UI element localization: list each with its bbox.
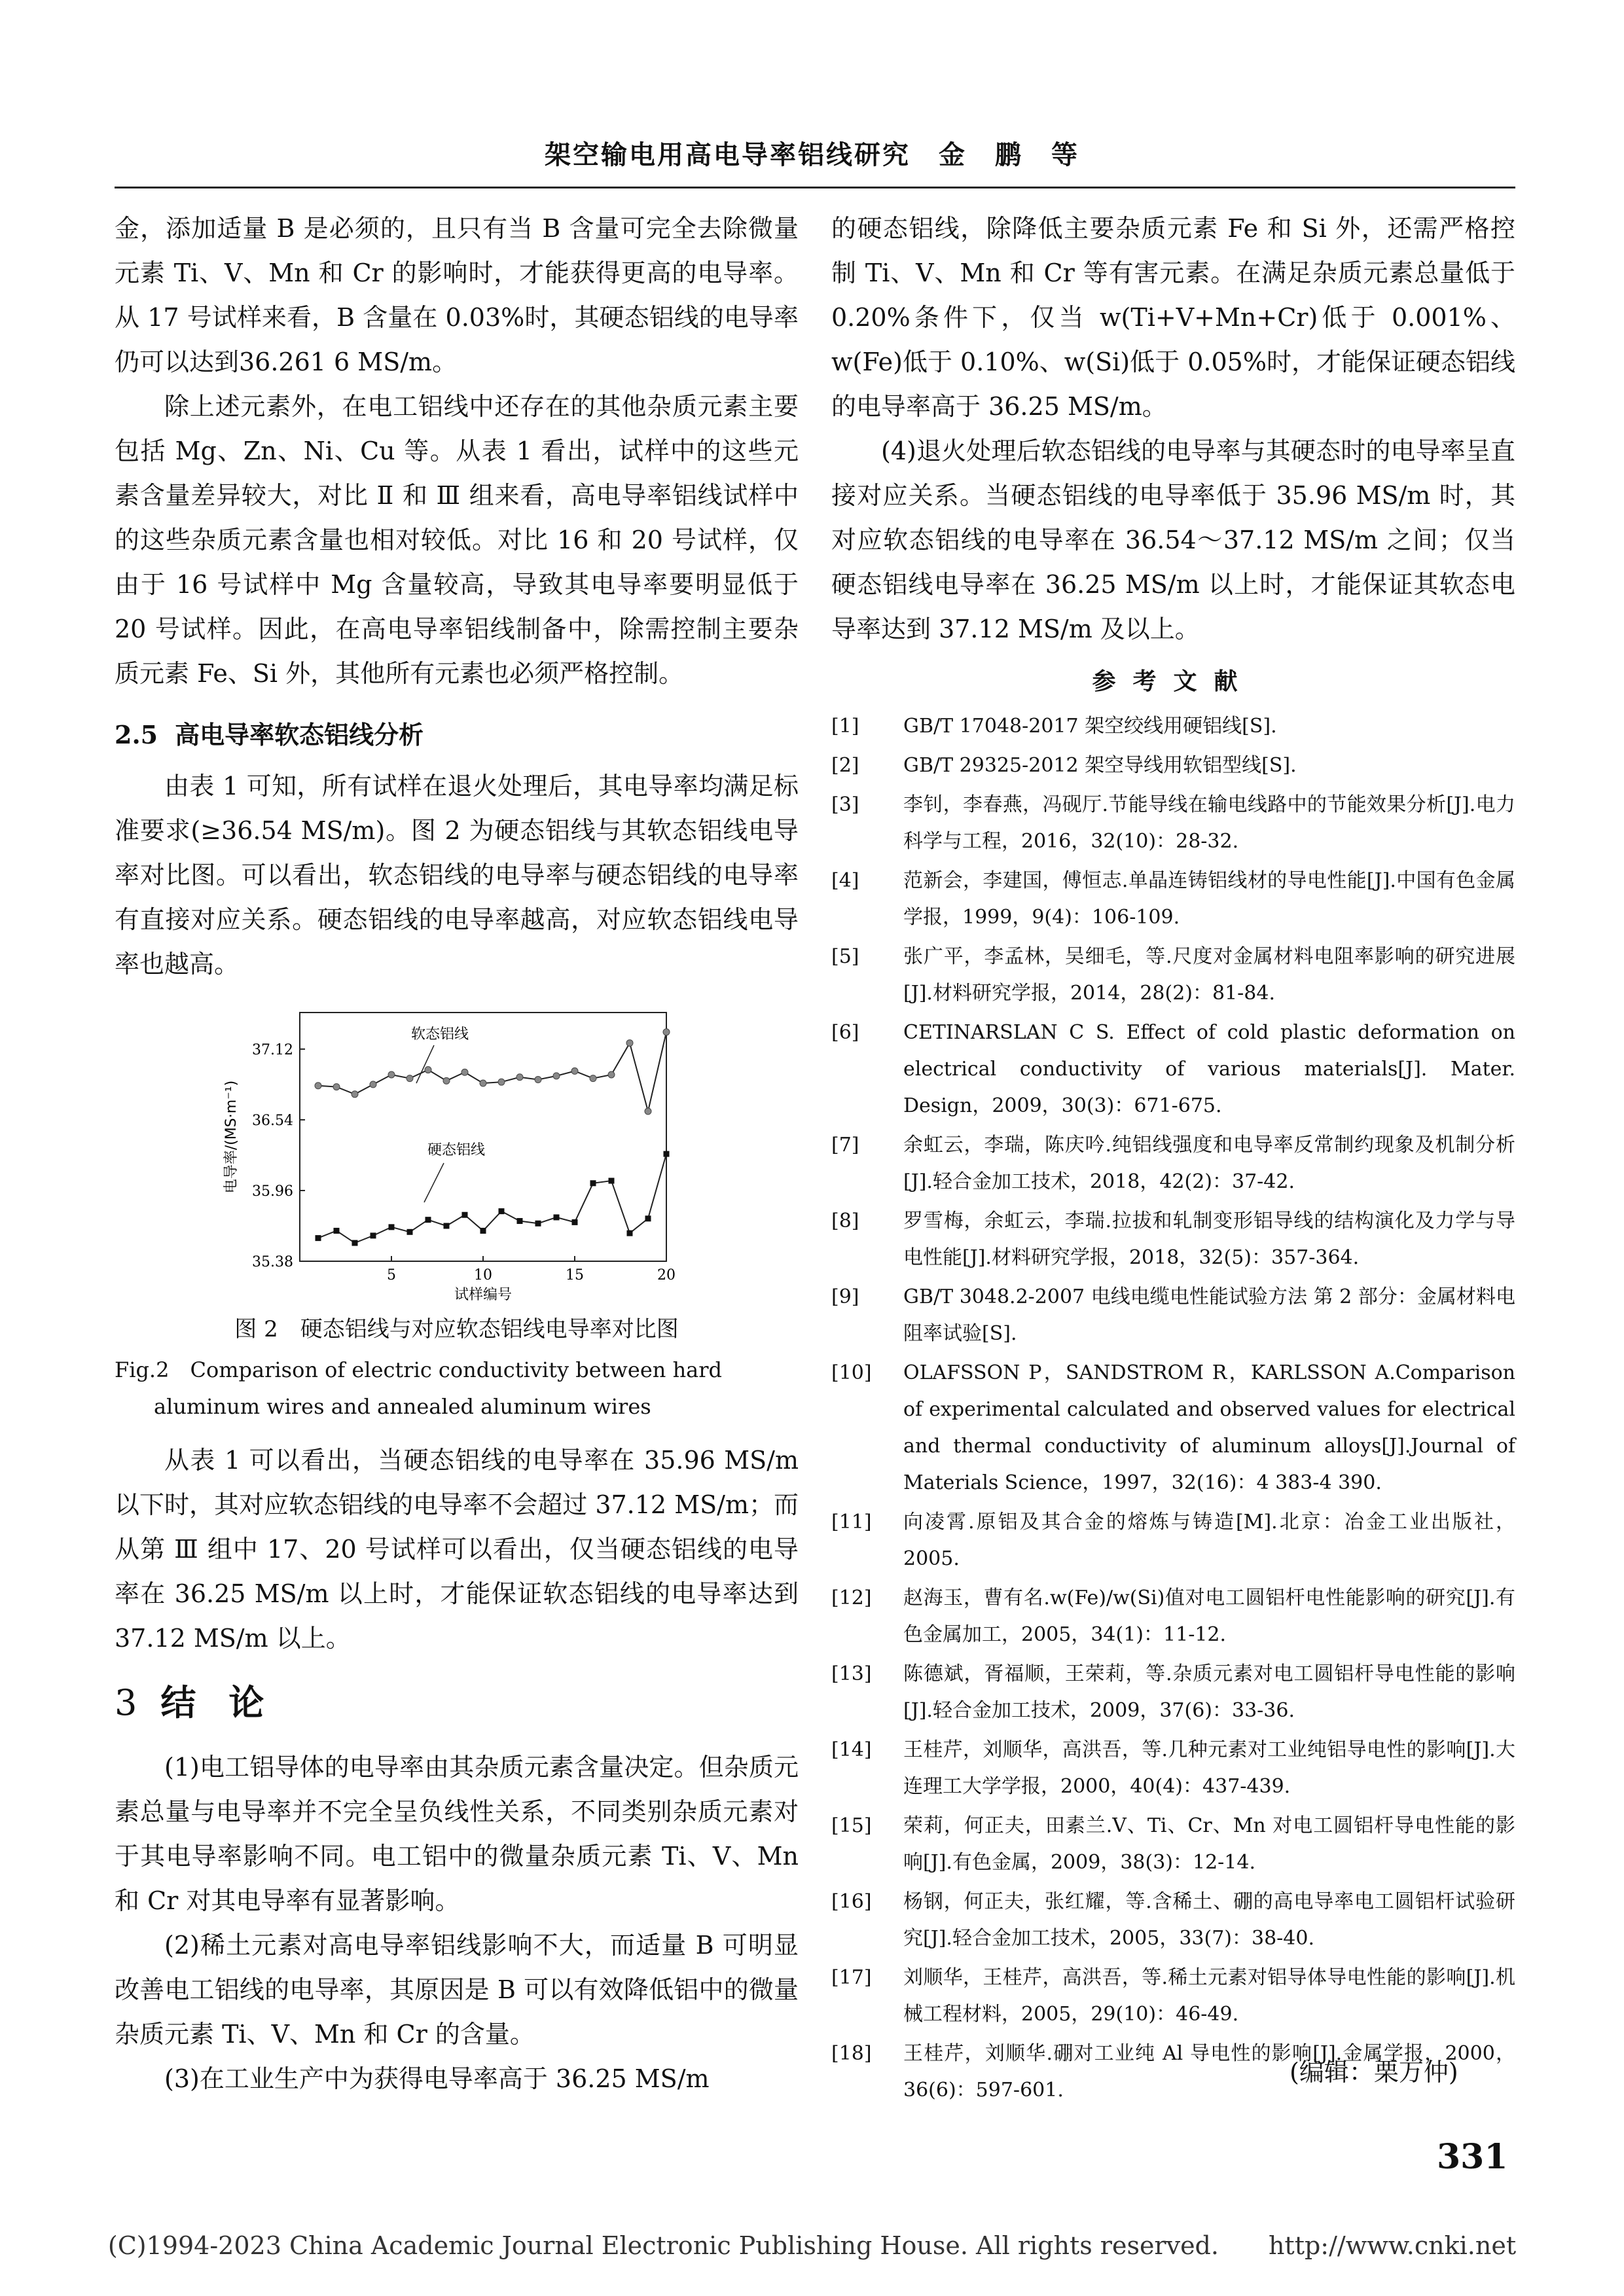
left-column: [115, 206, 799, 2101]
data-point-soft: [480, 1080, 486, 1086]
reference-item: [831, 1808, 1515, 1881]
conclusion-3-continued: 的硬态铝线，除降低主要杂质元素 Fe 和 Si 外，还需严格控制 Ti、V、Mn 和 Cr 等有害元素。在满足杂质元素总量低于 0.20%条件下，仅当 w(Ti+V+Mn+Cr)低于 0.001%、w(Fe)低于 0.10%、w(Si)低于 0.05%时，才能保证硬态铝线的电导率高于 36.25 MS/m。: [831, 214, 1515, 421]
reference-text: 罗雪梅，余虹云，李瑞.拉拔和轧制变形铝导线的结构演化及力学与导电性能[J].材料研究学报，2018，32(5)：357-364.: [903, 1210, 1515, 1269]
data-point-hard: [370, 1232, 376, 1238]
data-point-hard: [425, 1217, 431, 1223]
section-heading: [115, 715, 799, 755]
data-point-soft: [388, 1071, 395, 1078]
x-tick-label: 20: [657, 1267, 676, 1283]
data-point-soft: [626, 1040, 633, 1047]
reference-index: [14]: [831, 1738, 872, 1761]
reference-index: [3]: [831, 793, 859, 816]
series-label-hard-leader: [424, 1163, 444, 1202]
reference-index: [9]: [831, 1285, 859, 1308]
reference-index: [18]: [831, 2042, 872, 2065]
reference-item: [831, 1014, 1515, 1124]
chapter-number: 3: [115, 1682, 137, 1723]
data-point-soft: [370, 1081, 376, 1088]
data-point-hard: [388, 1224, 394, 1230]
paragraph: 从表 1 可以看出，当硬态铝线的电导率在 35.96 MS/m 以下时，其对应软态铝线的电导率不会超过 37.12 MS/m；而从第 Ⅲ 组中 17、20 号试样可以看出，仅当硬态铝线的电导率在 36.25 MS/m 以上时，才能保证软态铝线的电导率达到 37.12 MS/m 以上。: [115, 1446, 799, 1653]
data-point-soft: [608, 1071, 615, 1078]
reference-item: [831, 1960, 1515, 2033]
paragraph: 除上述元素外，在电工铝线中还存在的其他杂质元素主要包括 Mg、Zn、Ni、Cu 等。从表 1 看出，试样中的这些元素含量差异较大，对比 Ⅱ 和 Ⅲ 组来看，高电导率铝线试样中的这些杂质元素含量也相对较低。对比 16 和 20 号试样，仅由于 16 号试样中 Mg 含量较高，导致其电导率要明显低于 20 号试样。因此，在高电导率铝线制备中，除需控制主要杂质元素 Fe、Si 外，其他所有元素也必须严格控制。: [115, 392, 799, 688]
plot-frame: [300, 1013, 666, 1261]
reference-item: [831, 747, 1515, 784]
data-point-hard: [498, 1208, 504, 1214]
reference-index: [6]: [831, 1021, 859, 1044]
running-header: 架空输电用高电导率铝线研究 金 鹏 等: [545, 139, 1079, 170]
data-point-soft: [645, 1108, 651, 1115]
reference-text: 向凌霄.原铝及其合金的熔炼与铸造[M].北京：冶金工业出版社，2005.: [903, 1511, 1515, 1570]
data-point-soft: [553, 1073, 560, 1079]
data-point-soft: [498, 1079, 505, 1085]
data-point-hard: [443, 1223, 449, 1229]
reference-item: [831, 1504, 1515, 1577]
data-point-hard: [608, 1178, 614, 1184]
conclusion-3: (3)在工业生产中为获得电导率高于 36.25 MS/m: [164, 2064, 710, 2093]
right-column: [831, 206, 1515, 2111]
data-point-hard: [553, 1214, 559, 1220]
figure-caption-en: Fig.2 Comparison of electric conductivity between hard aluminum wires and annealed aluminum wires: [115, 1357, 723, 1419]
reference-item: [831, 1884, 1515, 1957]
reference-index: [16]: [831, 1890, 872, 1913]
reference-index: [8]: [831, 1210, 859, 1232]
reference-index: [5]: [831, 945, 859, 968]
data-point-soft: [406, 1075, 413, 1082]
reference-index: [13]: [831, 1662, 872, 1685]
figure-caption-cn: 图 2 硬态铝线与对应软态铝线电导率对比图: [234, 1316, 679, 1342]
data-point-soft: [425, 1067, 431, 1073]
page-number: 331: [1437, 2137, 1508, 2177]
data-point-soft: [663, 1029, 670, 1035]
reference-text: 赵海玉，曹有名.w(Fe)/w(Si)值对电工圆铝杆电性能影响的研究[J].有色金属加工，2005，34(1)：11-12.: [903, 1587, 1515, 1646]
conclusion-4: (4)退火处理后软态铝线的电导率与其硬态时的电导率呈直接对应关系。当硬态铝线的电导率低于 35.96 MS/m 时，其对应软态铝线的电导率在 36.54～37.12 MS/m 之间；仅当硬态铝线电导率在 36.25 MS/m 以上时，才能保证其软态电导率达到 37.12 MS/m 及以上。: [831, 437, 1515, 643]
data-point-soft: [590, 1075, 596, 1082]
series-label-soft-leader: [416, 1045, 434, 1083]
data-point-hard: [535, 1221, 541, 1227]
reference-text: 王桂芹，刘顺华.硼对工业纯 Al 导电性的影响[J].金属学报，2000，36(6)：597-601.: [903, 2042, 1515, 2102]
data-point-hard: [663, 1151, 669, 1157]
reference-text: GB/T 17048-2017 架空绞线用硬铝线[S].: [903, 715, 1277, 738]
reference-index: [2]: [831, 754, 859, 777]
reference-item: [831, 1580, 1515, 1653]
reference-text: OLAFSSON P，SANDSTROM R，KARLSSON A.Comparison of experimental calculated and observed values for electrical and thermal conductivity of aluminum alloys[J].Journal of Materials Science，1997，32(16)：4 383-4 390.: [903, 1361, 1515, 1494]
x-tick-label: 10: [473, 1267, 492, 1283]
series-line-1: [318, 1154, 666, 1243]
reference-item: [831, 1355, 1515, 1501]
x-axis-label: 试样编号: [454, 1287, 512, 1303]
data-point-soft: [315, 1083, 321, 1089]
reference-item: [831, 1203, 1515, 1276]
chapter-title: 结论: [160, 1681, 297, 1723]
reference-text: 荣莉，何正夫，田素兰.V、Ti、Cr、Mn 对电工圆铝杆导电性能的影响[J].有色金属，2009，38(3)：12-14.: [903, 1814, 1515, 1874]
data-point-hard: [571, 1219, 577, 1225]
section-title: 高电导率软态铝线分析: [175, 720, 424, 749]
data-point-hard: [333, 1228, 339, 1234]
conclusion-1: (1)电工铝导体的电导率由其杂质元素含量决定。但杂质元素总量与电导率并不完全呈负线性关系，不同类别杂质元素对于其电导率影响不同。电工铝中的微量杂质元素 Ti、V、Mn 和 Cr 对其电导率有显著影响。: [115, 1753, 799, 1915]
y-tick-label: 37.12: [251, 1041, 293, 1058]
reference-text: 张广平，李孟林，吴细毛，等.尺度对金属材料电阻率影响的研究进展[J].材料研究学报，2014，28(2)：81-84.: [903, 945, 1515, 1005]
data-point-soft: [461, 1069, 468, 1075]
chapter-heading: [115, 1676, 799, 1729]
data-point-hard: [590, 1180, 596, 1186]
x-tick-label: 5: [386, 1267, 396, 1283]
data-point-hard: [406, 1229, 412, 1235]
data-point-hard: [461, 1212, 467, 1218]
reference-text: CETINARSLAN C S. Effect of cold plastic deformation on electrical conductivity of various materials[J]. Mater. Design，2009，30(3)：671-675.: [903, 1021, 1515, 1117]
series-label-hard: 硬态铝线: [427, 1142, 485, 1158]
y-tick-label: 35.38: [251, 1254, 293, 1270]
reference-text: 范新会，李建国，傅恒志.单晶连铸铝线材的导电性能[J].中国有色金属学报，1999，9(4)：106-109.: [903, 869, 1515, 929]
reference-text: 刘顺华，王桂芹，高洪吾，等.稀土元素对铝导体导电性能的影响[J].机械工程材料，2005，29(10)：46-49.: [903, 1966, 1515, 2026]
data-point-hard: [480, 1228, 486, 1234]
reference-text: GB/T 29325-2012 架空导线用软铝型线[S].: [903, 754, 1297, 777]
reference-item: [831, 1656, 1515, 1729]
reference-item: [831, 1127, 1515, 1200]
paragraph: 由表 1 可知，所有试样在退火处理后，其电导率均满足标准要求(≥36.54 MS/m)。图 2 为硬态铝线与其软态铝线电导率对比图。可以看出，软态铝线的电导率与硬态铝线的电导率有直接对应关系。硬态铝线的电导率越高，对应软态铝线电导率也越高。: [115, 772, 799, 978]
reference-index: [17]: [831, 1966, 872, 1989]
data-point-hard: [315, 1235, 321, 1241]
reference-index: [7]: [831, 1134, 859, 1157]
conductivity-chart: [208, 999, 706, 1307]
references-title: 参考文献: [1092, 668, 1255, 695]
data-point-hard: [645, 1215, 651, 1221]
data-point-hard: [352, 1240, 357, 1246]
reference-list: [831, 708, 1515, 2109]
y-tick-label: 35.96: [251, 1183, 293, 1200]
figure-2: [115, 999, 799, 1425]
data-point-soft: [516, 1074, 523, 1081]
reference-index: [15]: [831, 1814, 872, 1837]
data-point-soft: [352, 1091, 358, 1098]
conclusion-2: (2)稀土元素对高电导率铝线影响不大，而适量 B 可明显改善电工铝线的电导率，其原因是 B 可以有效降低铝中的微量杂质元素 Ti、V、Mn 和 Cr 的含量。: [115, 1931, 799, 2049]
paragraph: 金，添加适量 B 是必须的，且只有当 B 含量可完全去除微量元素 Ti、V、Mn 和 Cr 的影响时，才能获得更高的电导率。从 17 号试样来看，B 含量在 0.03%时，其硬态铝线的电导率仍可以达到36.261 6 MS/m。: [115, 214, 799, 376]
data-point-hard: [626, 1230, 632, 1236]
header-rule: [115, 187, 1515, 188]
data-point-hard: [516, 1218, 522, 1224]
reference-text: 王桂芹，刘顺华，高洪吾，等.几种元素对工业纯铝导电性的影响[J].大连理工大学学报，2000，40(4)：437-439.: [903, 1738, 1515, 1798]
copyright-footer: (C)1994-2023 China Academic Journal Electronic Publishing House. All rights reserved. http://www.cnki.net: [107, 2231, 1517, 2260]
reference-item: [831, 1279, 1515, 1352]
reference-index: [10]: [831, 1361, 872, 1384]
reference-text: 陈德斌，胥福顺，王荣莉，等.杂质元素对电工圆铝杆导电性能的影响[J].轻合金加工技术，2009，37(6)：33-36.: [903, 1662, 1515, 1722]
data-point-soft: [535, 1076, 541, 1083]
reference-index: [4]: [831, 869, 859, 892]
y-axis-label: 电导率/(MS·m⁻¹): [223, 1080, 240, 1194]
data-point-soft: [571, 1067, 578, 1074]
series-label-soft: 软态铝线: [410, 1026, 469, 1043]
reference-index: [1]: [831, 715, 859, 738]
reference-text: 余虹云，李瑞，陈庆吟.纯铝线强度和电导率反常制约现象及机制分析[J].轻合金加工技术，2018，42(2)：37-42.: [903, 1134, 1515, 1193]
x-tick-label: 15: [565, 1267, 584, 1283]
data-point-soft: [443, 1077, 450, 1084]
series-line-0: [318, 1032, 666, 1111]
reference-text: GB/T 3048.2-2007 电线电缆电性能试验方法 第 2 部分：金属材料电阻率试验[S].: [903, 1285, 1515, 1345]
reference-text: 李钊，李春燕，冯砚厅.节能导线在输电线路中的节能效果分析[J].电力科学与工程，2016，32(10)：28-32.: [903, 793, 1515, 853]
reference-item: [831, 708, 1515, 745]
reference-item: [831, 939, 1515, 1012]
reference-item: [831, 787, 1515, 860]
reference-index: [12]: [831, 1587, 872, 1609]
reference-item: [831, 863, 1515, 936]
y-tick-label: 36.54: [251, 1112, 293, 1129]
editor-note: (编辑：栗万仲): [1290, 2058, 1458, 2087]
reference-text: 杨钢，何正夫，张红耀，等.含稀土、硼的高电导率电工圆铝杆试验研究[J].轻合金加工技术，2005，33(7)：38-40.: [903, 1890, 1515, 1950]
reference-item: [831, 1732, 1515, 1805]
data-point-soft: [333, 1084, 340, 1090]
reference-index: [11]: [831, 1511, 872, 1534]
section-number: 2.5: [115, 720, 158, 749]
